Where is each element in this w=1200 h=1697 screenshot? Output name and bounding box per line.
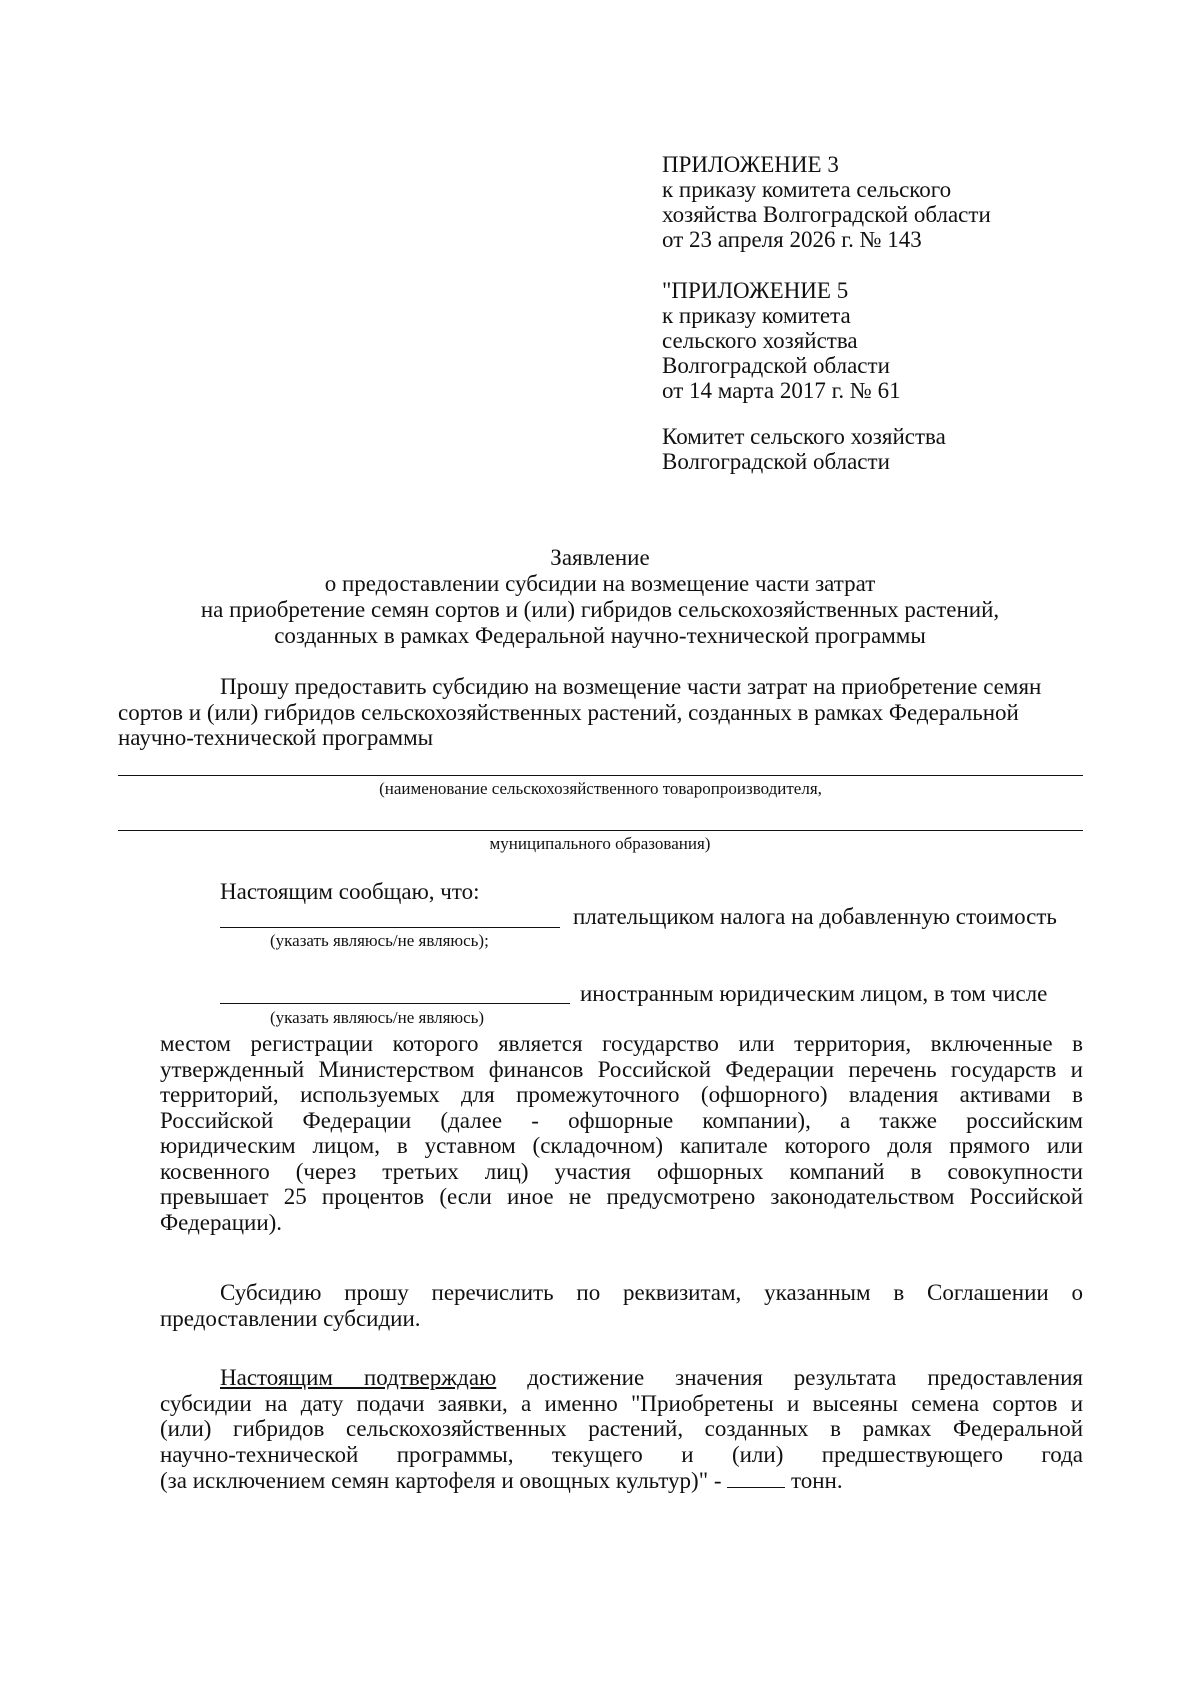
- confirm-paragraph: [160, 1365, 1083, 1494]
- confirm-line: субсидии на дату подачи заявки, а именно "Приобретены и высеяны семена сортов и: [160, 1390, 1083, 1416]
- addressee-line: Комитет сельского хозяйства: [662, 424, 946, 449]
- appendix-3-header: [662, 152, 1082, 252]
- confirm-line-rest: достижение значения результата предоставления: [527, 1365, 1084, 1390]
- transfer-paragraph: [160, 1280, 1083, 1331]
- producer-name-line: [118, 775, 1083, 776]
- appendix-3-ref-line: к приказу комитета сельского: [662, 177, 952, 202]
- request-line: Прошу предоставить субсидию на возмещение части затрат на приобретение семян: [220, 674, 1042, 699]
- confirm-line-5: (за исключением семян картофеля и овощных культур)" -: [160, 1468, 722, 1493]
- foreign-status-blank: [220, 1003, 570, 1004]
- appendix-5-ref-line: к приказу комитета: [662, 303, 851, 328]
- statement-intro: Настоящим сообщаю, что:: [220, 879, 480, 904]
- offshore-line: утвержденный Министерством финансов Российской Федерации перечень государств и: [160, 1056, 1083, 1082]
- offshore-line: косвенного (через третьих лиц) участия офшорных компаний в совокупности: [160, 1158, 1083, 1184]
- confirm-line: (или) гибридов сельскохозяйственных растений, созданных в рамках Федеральной: [160, 1416, 1083, 1441]
- appendix-5-header: [662, 278, 1082, 403]
- document-title: [0, 545, 1200, 649]
- appendix-3-title: ПРИЛОЖЕНИЕ 3: [662, 152, 839, 177]
- offshore-paragraph: [160, 1031, 1083, 1235]
- appendix-5-ref-line: сельского хозяйства: [662, 328, 858, 353]
- offshore-line: местом регистрации которого является государство или территория, включенные в: [160, 1031, 1083, 1056]
- tons-unit: тонн.: [791, 1468, 843, 1493]
- title-heading: Заявление: [550, 545, 650, 570]
- offshore-line: Российской Федерации (далее - офшорные компании), а также российским: [160, 1107, 1083, 1133]
- transfer-line: предоставлении субсидии.: [160, 1305, 421, 1331]
- addressee: [662, 424, 1082, 474]
- appendix-3-date: от 23 апреля 2026 г. № 143: [662, 227, 922, 252]
- offshore-line: юридическим лицом, в уставном (складочном) капитале которого доля прямого или: [160, 1133, 1083, 1158]
- transfer-line: Субсидию прошу перечислить по реквизитам, указанным в Соглашении о: [220, 1280, 1083, 1305]
- municipality-caption: муниципального образования): [489, 834, 711, 853]
- foreign-hint: (указать являюсь/не являюсь): [270, 1008, 485, 1027]
- confirm-line: [160, 1467, 1083, 1494]
- appendix-5-title: "ПРИЛОЖЕНИЕ 5: [662, 278, 849, 303]
- title-line: на приобретение семян сортов и (или) гибридов сельскохозяйственных растений,: [200, 597, 1000, 622]
- confirm-lead: Настоящим подтверждаю: [220, 1365, 497, 1390]
- tons-blank: [727, 1467, 785, 1488]
- title-line: о предоставлении субсидии на возмещение части затрат: [324, 571, 876, 596]
- producer-name-caption: (наименование сельскохозяйственного товаропроизводителя,: [379, 779, 822, 798]
- vat-status-blank: [220, 927, 560, 928]
- appendix-5-ref-line: Волгоградской области: [662, 353, 890, 378]
- title-line: созданных в рамках Федеральной научно-технической программы: [274, 623, 926, 648]
- appendix-3-ref-line: хозяйства Волгоградской области: [662, 202, 991, 227]
- offshore-line: Федерации).: [160, 1209, 283, 1235]
- request-line: научно-технической программы: [118, 725, 434, 750]
- confirm-line: [160, 1365, 1083, 1391]
- confirm-line: научно-технической программы, текущего и (или) предшествующего года: [160, 1441, 1083, 1467]
- offshore-line: территорий, используемых для промежуточного (офшорного) владения активами в: [160, 1082, 1083, 1107]
- foreign-text: иностранным юридическим лицом, в том числе: [580, 981, 1048, 1006]
- municipality-line: [118, 830, 1083, 831]
- request-line: сортов и (или) гибридов сельскохозяйственных растений, созданных в рамках Федеральной: [118, 699, 1019, 725]
- vat-text: плательщиком налога на добавленную стоимость: [573, 904, 1057, 929]
- vat-hint: (указать являюсь/не являюсь);: [270, 931, 489, 950]
- appendix-5-date: от 14 марта 2017 г. № 61: [662, 378, 901, 403]
- request-paragraph: [118, 674, 1083, 751]
- addressee-line: Волгоградской области: [662, 449, 890, 474]
- offshore-line: превышает 25 процентов (если иное не предусмотрено законодательством Российской: [160, 1184, 1083, 1209]
